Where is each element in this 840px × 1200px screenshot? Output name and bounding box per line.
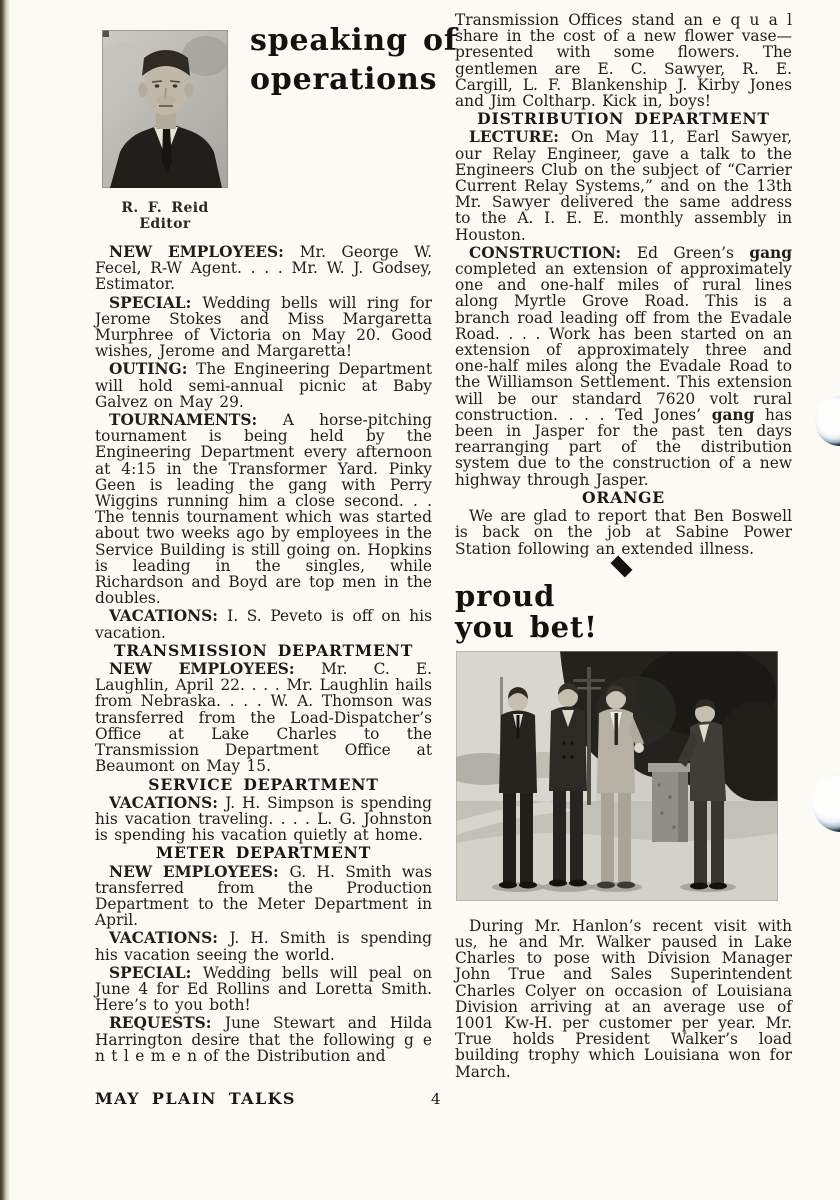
column-paragraph: [95, 661, 432, 774]
column-heading: TRANSMISSION DEPARTMENT: [113, 640, 414, 660]
paragraph-lead: VACATIONS:: [109, 607, 228, 626]
paragraph-text: I. S. Peveto is off on his vacation.: [95, 607, 432, 642]
paragraph-text: J. H. Simpson is spending his vacation traveling. . . . L. G. Johnston is spending his vacation quietly at home.: [95, 793, 432, 845]
paragraph-text: On May 11, Earl Sawyer, our Relay Engineer, gave a talk to the Engineers Club on the subject of “Carrier Current Relay Systems,” and on the 13th Mr. Sawyer delivered the same address to the A. I. E. E. monthly assembly in Houston.: [455, 128, 792, 244]
page-edge-shadow: [0, 0, 10, 1200]
paragraph-lead: SPECIAL:: [109, 293, 203, 312]
page-footer: [95, 1089, 795, 1111]
section-title-proud-you-bet: [455, 578, 792, 644]
column-paragraph: [455, 129, 792, 242]
paragraph-text: We are glad to report that Ben Boswell is back on the job at Sabine Power Station following an extended illness.: [455, 507, 792, 558]
column-paragraph: [95, 864, 432, 929]
column-paragraph: [95, 608, 432, 640]
editor-role: Editor: [139, 215, 191, 232]
paragraph-text: The Engineering Department will hold semi-annual picnic at Baby Galvez on May 29.: [95, 360, 433, 411]
paragraph-lead: CONSTRUCTION:: [469, 243, 637, 262]
column-paragraph: [95, 1015, 432, 1064]
column-paragraph: [95, 795, 432, 844]
paragraph-text: Mr. George W. Fecel, R-W Agent. . . . Mr. W. J. Godsey, Estimator.: [95, 243, 432, 294]
footer-page-number: 4: [431, 1090, 441, 1108]
column-paragraph: [95, 244, 432, 293]
paragraph-text: completed an extension of approximately one and one-half miles of rural lines along Myrtle Grove Road. This is a branch road leading off from the Evadale Road. . . . Work has been started on an extension of approximately three and one-half miles along the Evadale Road to the Williamson Settlement. This extension will be our standard 7620 volt rural construction. . . . Ted Jones’: [455, 260, 792, 424]
paragraph-text: G. H. Smith was transferred from the Production Department to the Meter Department in April.: [95, 862, 432, 930]
paragraph-text: June Stewart and Hilda Harrington desire that the following g e n t l e m e n of the Distribution and: [95, 1014, 432, 1065]
editor-portrait-illustration: [102, 30, 228, 188]
column-paragraph: [95, 412, 432, 606]
footer-publication-title: MAY PLAIN TALKS: [95, 1089, 296, 1108]
column-heading: DISTRIBUTION DEPARTMENT: [477, 109, 770, 129]
right-column: [455, 10, 792, 1080]
editor-name: R. F. Reid: [121, 200, 209, 216]
paragraph-lead: VACATIONS:: [109, 929, 230, 948]
feature-title-line1: proud: [455, 578, 556, 613]
column-heading: ORANGE: [582, 487, 665, 507]
paragraph-text: Mr. C. E. Laughlin, April 22. . . . Mr. Laughlin hails from Nebraska. . . . W. A. Thomson was transferred from the Load-Dispatcher’s Office at Lake Charles to the Transmission Department Office at Beaumont on May 15.: [95, 660, 432, 776]
column-paragraph: [95, 295, 432, 360]
paragraph-lead: VACATIONS:: [109, 793, 226, 812]
paragraph-text: Wedding bells will ring for Jerome Stokes and Miss Margaretta Murphree of Victoria on May 20. Good wishes, Jerome and Margaretta!: [95, 293, 433, 361]
group-photo-caption: During Mr. Hanlon’s recent visit with us, he and Mr. Walker paused in Lake Charles to pose with Division Manager John True and Sales Superintendent Charles Colyer on occasion of Louisiana Division arriving at an average use of 1001 Kw-H. per customer per year. Mr. True holds President Walker’s load building trophy which Louisiana won for March.: [455, 916, 792, 1081]
binder-hole-mark-top: [815, 396, 840, 446]
paragraph-text: A horse-pitching tournament is being held by the Engineering Department every afternoon at 4:15 in the Transformer Yard. Pinky Geen is leading the gang with Perry Wiggins running him a close second. . . The tennis tournament which was started about two weeks ago by employees in the Service Building is still going on. Hopkins is leading in the singles, while Richardson and Boyd are top men in the doubles.: [95, 411, 432, 608]
column-heading: SERVICE DEPARTMENT: [148, 774, 379, 794]
editor-portrait-photo: [102, 30, 228, 188]
section-title-speaking-of-operations: [250, 21, 458, 99]
left-column: [95, 242, 432, 1064]
paragraph-lead: OUTING:: [109, 360, 197, 379]
column-heading: METER DEPARTMENT: [155, 843, 372, 863]
masthead-title-line1: speaking of: [250, 23, 458, 58]
paragraph-lead: gang: [749, 243, 792, 262]
diamond-separator-icon: [613, 564, 635, 575]
column-paragraph: [455, 245, 792, 488]
portrait-caption: [95, 201, 235, 232]
paragraph-lead: LECTURE:: [469, 128, 571, 147]
paragraph-text: J. H. Smith is spending his vacation seeing the world.: [95, 929, 432, 964]
paragraph-text: has been in Jasper for the past ten days rearranging part of the distribution system due to the construction of a new highway through Jasper.: [455, 405, 792, 489]
paragraph-lead: REQUESTS:: [109, 1014, 225, 1033]
binder-hole-mark-bottom: [812, 774, 840, 832]
paragraph-lead: NEW EMPLOYEES:: [109, 660, 322, 679]
column-paragraph: [455, 508, 792, 557]
group-photo: [456, 651, 778, 901]
paragraph-lead: gang: [711, 405, 755, 424]
paragraph-text: Ed Green’s: [636, 243, 750, 262]
paragraph-text: Transmission Offices stand an e q u a l share in the cost of a new flower vase—presented with some flowers. The gentlemen are E. C. Sawyer, R. E. Cargill, L. F. Blankenship J. Kirby Jones and Jim Coltharp. Kick in, boys!: [455, 11, 792, 111]
masthead-title-line2: operations: [250, 62, 438, 97]
feature-title-line2: you bet!: [455, 609, 598, 644]
paragraph-lead: NEW EMPLOYEES:: [109, 243, 300, 261]
column-paragraph: [95, 965, 432, 1014]
right-column-text: [455, 12, 792, 557]
column-paragraph: [455, 12, 792, 109]
column-paragraph: [95, 361, 432, 410]
paragraph-lead: NEW EMPLOYEES:: [109, 862, 290, 881]
paragraph-lead: SPECIAL:: [109, 963, 203, 982]
paragraph-lead: TOURNAMENTS:: [109, 411, 283, 430]
group-photo-illustration: [456, 651, 778, 901]
paragraph-text: Wedding bells will peal on June 4 for Ed Rollins and Loretta Smith. Here’s to you both!: [95, 963, 433, 1015]
column-paragraph: [95, 930, 432, 962]
